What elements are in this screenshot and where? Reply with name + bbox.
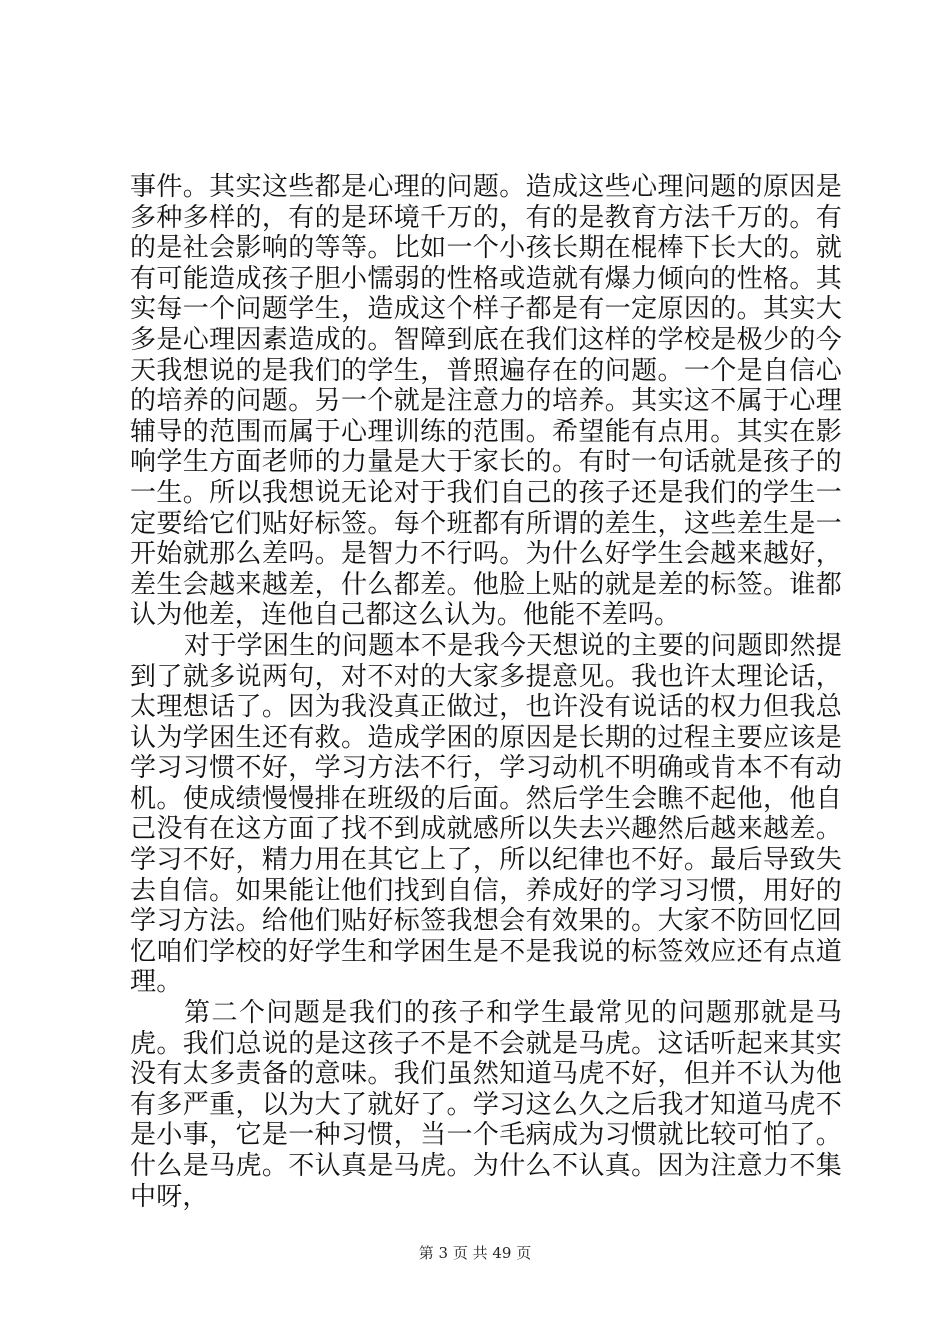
page-number-footer: 第 3 页 共 49 页 xyxy=(418,1244,532,1262)
paragraph-2: 对于学困生的问题本不是我今天想说的主要的问题即然提到了就多说两句，对不对的大家多提意见。我也许太理论话，太理想话了。因为我没真正做过，也许没有说话的权力但我总认为学困生还有救。造成学困的原因是长期的过程主要应该是学习习惯不好，学习方法不行，学习动机不明确或肯本不有动机。使成绩慢慢排在班级的后面。然后学生会瞧不起他，他自己没有在这方面了找不到成就感所以失去兴趣然后越来越差。学习不好，精力用在其它上了，所以纪律也不好。最后导致失去自信。如果能让他们找到自信，养成好的学习习惯，用好的学习方法。给他们贴好标签我想会有效果的。大家不防回忆回忆咱们学校的好学生和学困生是不是我说的标签效应还有点道理。 xyxy=(130,630,842,998)
body-text xyxy=(130,172,842,1212)
paragraph-1: 事件。其实这些都是心理的问题。造成这些心理问题的原因是多种多样的，有的是环境千万的，有的是教育方法千万的。有的是社会影响的等等。比如一个小孩长期在棍棒下长大的。就有可能造成孩子胆小懦弱的性格或造就有爆力倾向的性格。其实每一个问题学生，造成这个样子都是有一定原因的。其实大多是心理因素造成的。智障到底在我们这样的学校是极少的今天我想说的是我们的学生，普照遍存在的问题。一个是自信心的培养的问题。另一个就是注意力的培养。其实这不属于心理辅导的范围而属于心理训练的范围。希望能有点用。其实在影响学生方面老师的力量是大于家长的。有时一句话就是孩子的一生。所以我想说无论对于我们自己的孩子还是我们的学生一定要给它们贴好标签。每个班都有所谓的差生，这些差生是一开始就那么差吗。是智力不行吗。为什么好学生会越来越好，差生会越来越差，什么都差。他脸上贴的就是差的标签。谁都认为他差，连他自己都这么认为。他能不差吗。 xyxy=(130,172,842,631)
paragraph-3: 第二个问题是我们的孩子和学生最常见的问题那就是马虎。我们总说的是这孩子不是不会就是马虎。这话听起来其实没有太多责备的意味。我们虽然知道马虎不好，但并不认为他有多严重，以为大了就好了。学习这么久之后我才知道马虎不是小事，它是一种习惯，当一个毛病成为习惯就比较可怕了。什么是马虎。不认真是马虎。为什么不认真。因为注意力不集中呀， xyxy=(130,998,842,1212)
